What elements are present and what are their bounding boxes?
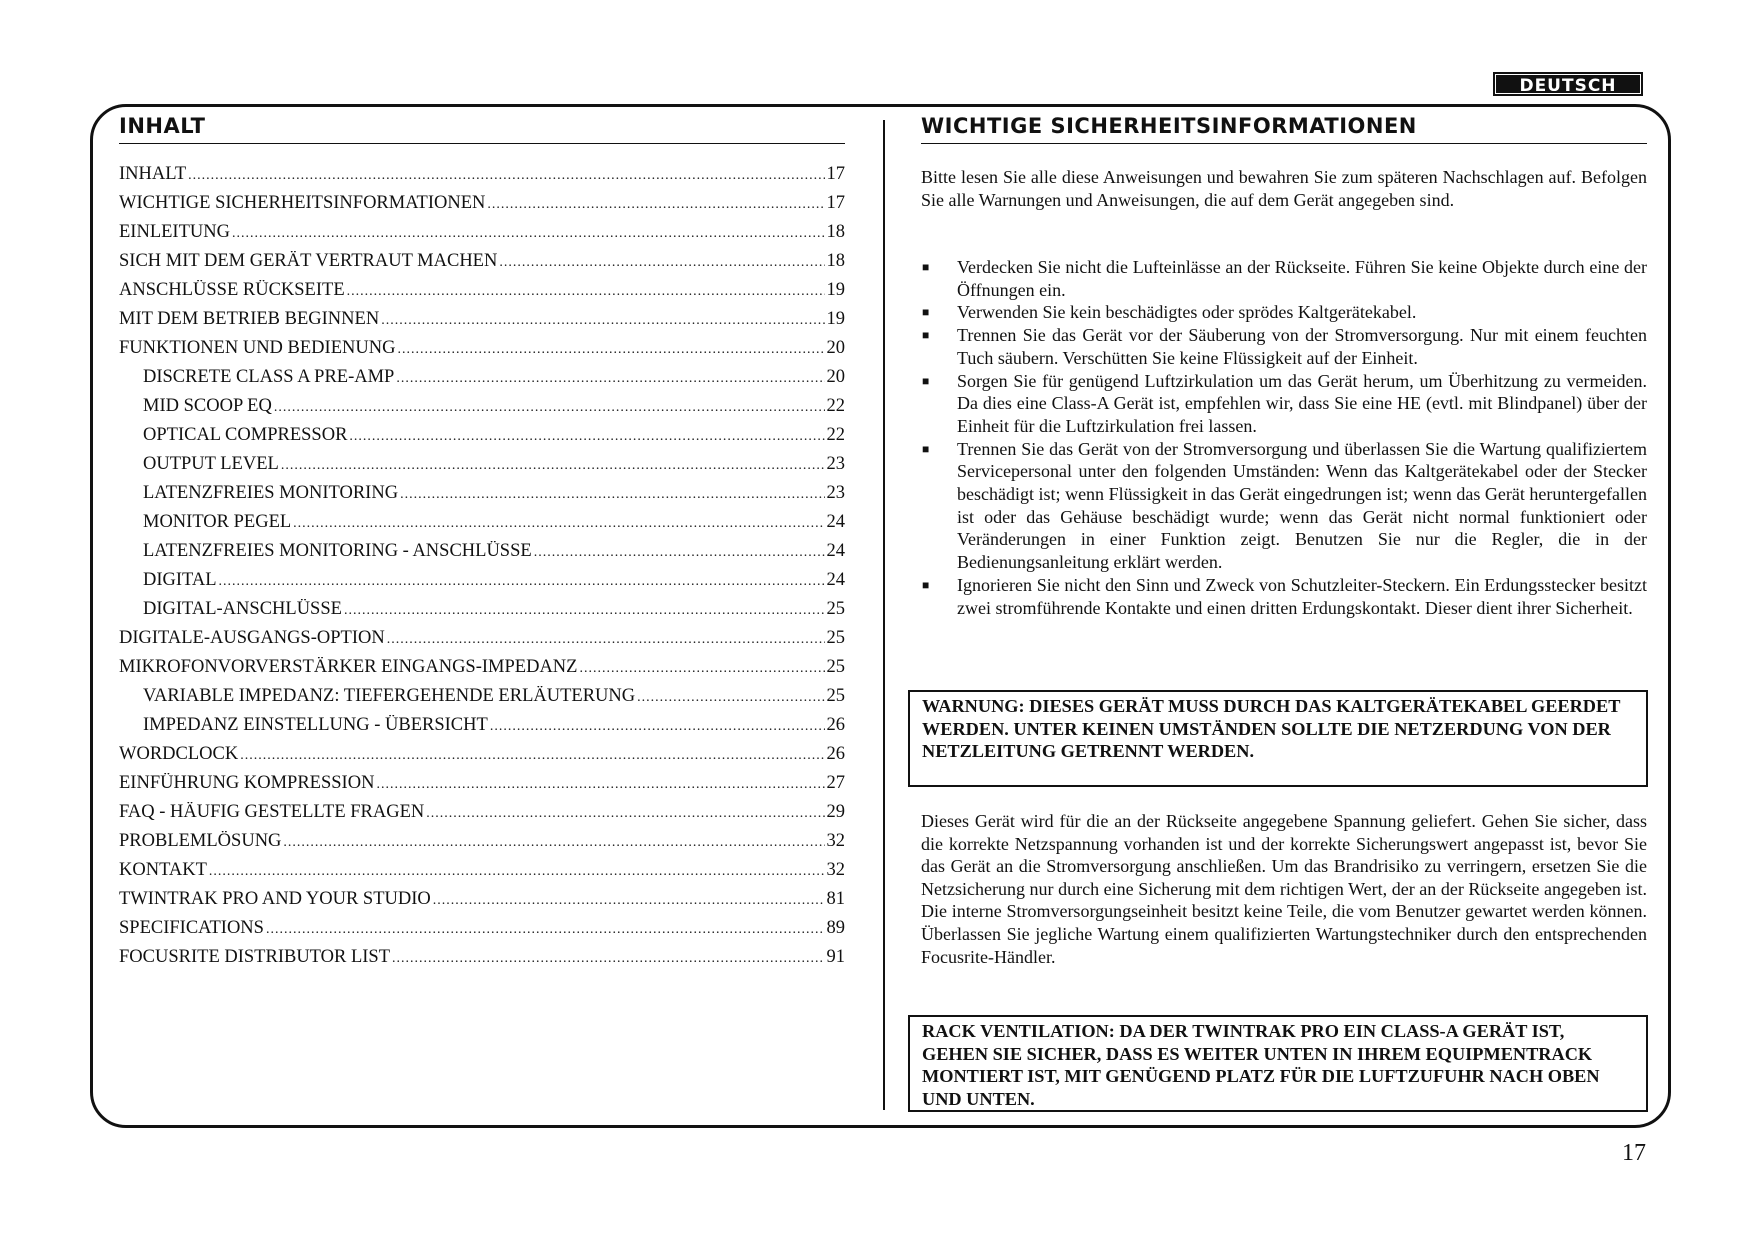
toc-entry[interactable]: [119, 512, 845, 541]
list-item: [921, 438, 1647, 574]
toc-entry[interactable]: [119, 715, 845, 744]
bullet-text: Trennen Sie das Gerät von der Stromversorgung und überlassen Sie die Wartung qualifiziertem Servicepersonal unter den folgenden Umständen: Wenn das Kaltgerätekabel oder der Stecker beschädigt ist; wenn Flüssigkeit in das Gerät eingedrungen ist; wenn das Gerät heruntergefallen ist oder das Gehäuse beschädigt wurde; wenn das Gerät nicht normal funktioniert oder Veränderungen in einer Funktion zeigt. Benutzen Sie nur die Regler, die in der Bedienungsanleitung erklärt werden.: [957, 438, 1647, 573]
toc-dot-leader: [232, 226, 825, 242]
toc-entry[interactable]: [119, 280, 845, 309]
toc-entry[interactable]: [119, 367, 845, 396]
toc-entry-page: 18: [826, 222, 845, 242]
toc-entry[interactable]: [119, 164, 845, 193]
toc-entry[interactable]: [119, 889, 845, 918]
toc-entry-page: 19: [826, 280, 845, 300]
toc-dot-leader: [283, 835, 824, 851]
safety-intro: Bitte lesen Sie alle diese Anweisungen und bewahren Sie zum späteren Nachschlagen auf. Befolgen Sie alle Warnungen und Anweisungen, die auf dem Gerät angegeben sind.: [921, 167, 1647, 210]
toc-entry-title: VARIABLE IMPEDANZ: TIEFERGEHENDE ERLÄUTERUNG: [143, 686, 636, 706]
toc-entry[interactable]: [119, 541, 845, 570]
square-bullet-icon: ■: [922, 373, 930, 388]
toc-dot-leader: [487, 197, 824, 213]
toc-entry[interactable]: [119, 570, 845, 599]
toc-dot-leader: [240, 748, 824, 764]
voltage-notice: Dieses Gerät wird für die an der Rückseite angegebene Spannung geliefert. Gehen Sie sicher, dass die korrekte Netzspannung vorhanden ist und der korrekte Sicherungswert angepasst ist, bevor Sie das Gerät an die Stromversorgung anschließen. Um das Brandrisiko zu verringern, ersetzen Sie die Netzsicherung nur durch eine Sicherung mit dem richtigen Wert, der an der Rückseite angegeben ist. Die interne Stromversorgungseinheit besitzt keine Teile, die vom Benutzer gewartet werden können. Überlassen Sie jegliche Wartung einem qualifizierten Wartungstechniker durch den entsprechenden Focusrite-Händler.: [921, 811, 1647, 967]
toc-dot-leader: [490, 719, 825, 735]
toc-entry-title: FUNKTIONEN UND BEDIENUNG: [119, 338, 396, 358]
toc-entry-page: 25: [826, 686, 845, 706]
toc-entry-title: MONITOR PEGEL: [143, 512, 292, 532]
toc-entry-title: DISCRETE CLASS A PRE-AMP: [143, 367, 395, 387]
table-of-contents: [119, 164, 845, 976]
toc-dot-leader: [579, 661, 824, 677]
toc-entry-page: 18: [826, 251, 845, 271]
toc-entry-title: SPECIFICATIONS: [119, 918, 264, 938]
toc-dot-leader: [344, 603, 825, 619]
square-bullet-icon: ■: [922, 305, 930, 320]
toc-entry-page: 32: [826, 831, 845, 851]
square-bullet-icon: ■: [922, 328, 930, 343]
toc-dot-leader: [293, 516, 824, 532]
toc-entry[interactable]: [119, 802, 845, 831]
toc-entry[interactable]: [119, 744, 845, 773]
toc-entry[interactable]: [119, 773, 845, 802]
rack-ventilation-box: RACK VENTILATION: DA DER TWINTRAK PRO EIN CLASS-A GERÄT IST, GEHEN SIE SICHER, DASS ES WEITER UNTEN IN IHREM EQUIPMENTRACK MONTIERT IST, MIT GENÜGEND PLATZ FÜR DIE LUFTZUFUHR NACH OBEN UND UNTEN.: [908, 1015, 1648, 1112]
toc-entry-title: MIT DEM BETRIEB BEGINNEN: [119, 309, 380, 329]
toc-dot-leader: [400, 487, 824, 503]
toc-dot-leader: [397, 342, 824, 358]
toc-entry[interactable]: [119, 686, 845, 715]
bullet-text: Ignorieren Sie nicht den Sinn und Zweck von Schutzleiter-Steckern. Ein Erdungsstecker besitzt zwei stromführende Kontakte und einen dritten Erdungskontakt. Dieser dient ihrer Sicherheit.: [957, 574, 1647, 618]
toc-entry[interactable]: [119, 860, 845, 889]
toc-entry-title: FOCUSRITE DISTRIBUTOR LIST: [119, 947, 391, 967]
toc-entry-title: INHALT: [119, 164, 187, 184]
toc-entry[interactable]: [119, 222, 845, 251]
toc-entry-page: 29: [826, 802, 845, 822]
toc-dot-leader: [281, 458, 825, 474]
toc-entry-page: 27: [826, 773, 845, 793]
language-badge: DEUTSCH: [1494, 73, 1642, 95]
toc-entry-page: 20: [826, 338, 845, 358]
toc-entry-title: KONTAKT: [119, 860, 207, 880]
toc-entry[interactable]: [119, 309, 845, 338]
list-item: [921, 301, 1647, 324]
toc-dot-leader: [188, 168, 824, 184]
toc-dot-leader: [376, 777, 824, 793]
square-bullet-icon: ■: [922, 441, 930, 456]
list-item: [921, 574, 1647, 619]
toc-entry-page: 81: [826, 889, 845, 909]
toc-dot-leader: [209, 864, 825, 880]
toc-entry-page: 25: [826, 628, 845, 648]
safety-bullet-list: [921, 256, 1647, 619]
toc-entry[interactable]: [119, 657, 845, 686]
toc-entry-page: 89: [826, 918, 845, 938]
toc-entry[interactable]: [119, 628, 845, 657]
column-divider: [883, 120, 885, 1110]
toc-entry-title: MID SCOOP EQ: [143, 396, 272, 416]
toc-entry-page: 23: [826, 454, 845, 474]
toc-entry-page: 23: [826, 483, 845, 503]
toc-entry[interactable]: [119, 599, 845, 628]
toc-entry-page: 19: [826, 309, 845, 329]
toc-dot-leader: [637, 690, 824, 706]
safety-heading: WICHTIGE SICHERHEITSINFORMATIONEN: [921, 113, 1647, 144]
toc-entry-page: 24: [826, 541, 845, 561]
bullet-text: Verdecken Sie nicht die Lufteinlässe an der Rückseite. Führen Sie keine Objekte durch eine der Öffnungen ein.: [957, 257, 1647, 300]
toc-entry-title: PROBLEMLÖSUNG: [119, 831, 282, 851]
toc-dot-leader: [347, 284, 825, 300]
toc-dot-leader: [387, 632, 825, 648]
bullet-text: Trennen Sie das Gerät vor der Säuberung von der Stromversorgung. Nur mit einem feuchten Tuch säubern. Verschütten Sie keine Flüssigkeit auf der Einheit.: [957, 325, 1647, 368]
toc-entry-page: 32: [826, 860, 845, 880]
toc-dot-leader: [426, 806, 824, 822]
toc-entry-title: MIKROFONVORVERSTÄRKER EINGANGS-IMPEDANZ: [119, 657, 578, 677]
toc-dot-leader: [392, 951, 824, 967]
toc-dot-leader: [266, 922, 825, 938]
toc-entry-page: 26: [826, 715, 845, 735]
toc-entry-page: 25: [826, 657, 845, 677]
bullet-text: Sorgen Sie für genügend Luftzirkulation um das Gerät herum, um Überhitzung zu vermeiden. Da dies eine Class-A Gerät ist, empfehlen wir, dass Sie eine HE (evtl. mit Blindpanel) über der Einheit für die Luftzirkulation frei lassen.: [957, 370, 1647, 436]
toc-entry[interactable]: [119, 251, 845, 280]
grounding-warning-box: WARNUNG: DIESES GERÄT MUSS DURCH DAS KALTGERÄTEKABEL GEERDET WERDEN. UNTER KEINEN UMSTÄNDEN SOLLTE DIE NETZERDUNG VON DER NETZLEITUNG GETRENNT WERDEN.: [908, 690, 1648, 787]
list-item: [921, 324, 1647, 369]
toc-entry[interactable]: [119, 396, 845, 425]
toc-dot-leader: [396, 371, 824, 387]
bullet-text: Verwenden Sie kein beschädigtes oder sprödes Kaltgerätekabel.: [957, 302, 1417, 323]
toc-entry-title: OUTPUT LEVEL: [143, 454, 279, 474]
toc-entry-page: 17: [826, 193, 845, 213]
toc-entry-page: 22: [826, 425, 845, 445]
list-item: [921, 370, 1647, 438]
toc-dot-leader: [534, 545, 825, 561]
toc-dot-leader: [219, 574, 825, 590]
square-bullet-icon: ■: [922, 260, 930, 274]
toc-dot-leader: [499, 255, 824, 271]
toc-entry-title: SICH MIT DEM GERÄT VERTRAUT MACHEN: [119, 251, 498, 271]
toc-dot-leader: [274, 400, 825, 416]
toc-entry[interactable]: [119, 454, 845, 483]
toc-entry-title: WICHTIGE SICHERHEITSINFORMATIONEN: [119, 193, 486, 213]
toc-entry-title: LATENZFREIES MONITORING: [143, 483, 399, 503]
toc-entry-title: IMPEDANZ EINSTELLUNG - ÜBERSICHT: [143, 715, 488, 735]
toc-entry[interactable]: [119, 425, 845, 454]
toc-entry[interactable]: [119, 483, 845, 512]
toc-entry-title: EINFÜHRUNG KOMPRESSION: [119, 773, 375, 793]
toc-entry-title: FAQ - HÄUFIG GESTELLTE FRAGEN: [119, 802, 425, 822]
toc-entry[interactable]: [119, 947, 845, 976]
toc-dot-leader: [381, 313, 824, 329]
toc-entry-title: DIGITAL: [143, 570, 217, 590]
toc-entry[interactable]: [119, 338, 845, 367]
toc-entry-title: ANSCHLÜSSE RÜCKSEITE: [119, 280, 345, 300]
toc-entry-title: LATENZFREIES MONITORING - ANSCHLÜSSE: [143, 541, 532, 561]
toc-entry[interactable]: [119, 831, 845, 860]
toc-dot-leader: [433, 893, 825, 909]
toc-entry-title: WORDCLOCK: [119, 744, 239, 764]
toc-entry-page: 24: [826, 512, 845, 532]
toc-entry-title: TWINTRAK PRO AND YOUR STUDIO: [119, 889, 431, 909]
square-bullet-icon: ■: [922, 577, 930, 592]
toc-entry-page: 91: [826, 947, 845, 967]
toc-entry-page: 17: [826, 164, 845, 184]
toc-entry-title: DIGITAL-ANSCHLÜSSE: [143, 599, 342, 619]
page-number: 17: [1622, 1140, 1646, 1166]
toc-dot-leader: [349, 429, 824, 445]
toc-entry-page: 25: [826, 599, 845, 619]
toc-entry-page: 24: [826, 570, 845, 590]
list-item: [921, 256, 1647, 301]
toc-entry-page: 20: [826, 367, 845, 387]
toc-entry[interactable]: [119, 193, 845, 222]
toc-entry-title: OPTICAL COMPRESSOR: [143, 425, 348, 445]
toc-heading: INHALT: [119, 113, 845, 144]
toc-entry-title: EINLEITUNG: [119, 222, 230, 242]
toc-entry-page: 26: [826, 744, 845, 764]
toc-entry-title: DIGITALE-AUSGANGS-OPTION: [119, 628, 385, 648]
toc-entry-page: 22: [826, 396, 845, 416]
toc-entry[interactable]: [119, 918, 845, 947]
